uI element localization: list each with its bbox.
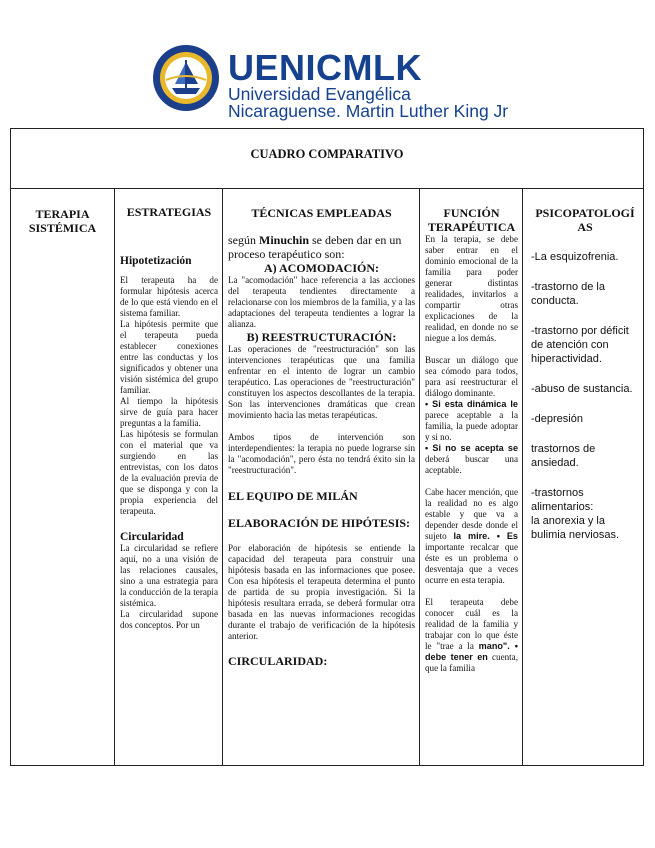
paragraph-text: El terapeuta debe conocer cuál es la realidad de la familia y trabajar con lo que éste le "trae a la — [425, 597, 518, 651]
page-header — [0, 0, 655, 130]
bullet-continuation: deberá buscar una aceptable. — [425, 454, 518, 475]
estrategias-paragraph: La circularidad se refiere aquí, no a una visión de las relaciones causales, sino a una estrategia para la conducción de la terapia sistémica. — [120, 543, 218, 608]
estrategias-paragraph: El terapeuta ha de formular hipótesis acerca de lo que está viendo en el sistema familiar. — [120, 275, 218, 318]
estrategias-paragraph: La circularidad supone dos conceptos. Por un — [120, 609, 218, 630]
header-funcion: FUNCIÓN TERAPÉUTICA — [427, 206, 516, 234]
tecnicas-intro — [228, 233, 415, 261]
document-title: CUADRO COMPARATIVO — [250, 147, 404, 161]
disorder-item: -depresión — [531, 413, 583, 425]
university-seal-logo — [152, 44, 220, 112]
header-psicopatologias: PSICOPATOLOGÍAS — [535, 206, 635, 234]
header-estrategias: ESTRATEGIAS — [126, 205, 212, 219]
funcion-paragraph — [425, 597, 518, 674]
paragraph-text: importante recalcar que éste es un problema o desventaja que a veces ocurre en esta terapia. — [425, 542, 518, 585]
column-terapia — [11, 189, 115, 765]
bullet-text: • Si esta dinámica le — [425, 399, 518, 409]
comparison-table — [10, 189, 644, 766]
paragraph-text: cuenta, que la familia — [425, 652, 518, 673]
heading-elaboracion: ELABORACIÓN DE HIPÓTESIS: — [228, 516, 411, 530]
estrategias-paragraph: Las hipótesis se formulan con el material que va surgiendo en las entrevistas, con los datos de la evaluación previa de que se disponga y con la propia experiencia del terapeuta. — [120, 429, 218, 516]
heading-reestructuracion: B) REESTRUCTURACIÓN: — [246, 330, 397, 344]
estrategias-paragraph: La hipótesis permite que el terapeuta pueda establecer conexiones entre las conductas y los significados y obtener una visión sistémica del grupo familiar. — [120, 319, 218, 395]
author-name: Minuchin — [259, 233, 310, 247]
subheading-circularidad: Circularidad — [120, 531, 184, 543]
heading-circularidad: CIRCULARIDAD: — [228, 654, 328, 668]
funcion-bullet — [425, 399, 518, 443]
intro-text: según — [228, 233, 256, 247]
title-row — [10, 128, 644, 189]
subheading-hipotetizacion: Hipotetización — [120, 255, 192, 267]
intro-text: se deben dar en un proceso terapéutico son: — [228, 233, 402, 261]
tecnicas-paragraph: Por elaboración de hipótesis se entiende la capacidad del terapeuta para construir una hipótesis basada en las informaciones que posee. Con esa hipótesis el terapeuta determina el punto de partida de su propia investigación. Si la hipótesis resultara errada, se deberá formular otra basada en las nuevas informaciones recogidas durante el trabajo de verificación de la hipótesis anterior. — [228, 543, 415, 641]
disorder-item: trastornos de ansiedad. — [531, 443, 596, 469]
bullet-continuation: parece aceptable a la familia, la puede adoptar y si no. — [425, 410, 518, 442]
funcion-paragraph: En la terapia, se debe saber entrar en el dominio emocional de la familia para poder generar distintas realidades, invitarlos a compartir otras explicaciones de la realidad, en donde no se niegue a los demás. — [425, 234, 518, 343]
column-tecnicas — [223, 189, 420, 765]
funcion-paragraph: Buscar un diálogo que sea cómodo para todos, para así reestructurar el diálogo dominante. — [425, 355, 518, 398]
tecnicas-paragraph: Ambos tipos de intervención son interdependientes: la terapia no puede lograrse sin la "acomodación", pero ésta no tendrá éxito sin la "reestructuración". — [228, 432, 415, 475]
funcion-bullet — [425, 443, 518, 476]
university-brand — [228, 47, 509, 121]
disorder-item: -La esquizofrenia. — [531, 251, 619, 263]
brand-line-2: Nicaraguense. Martin Luther King Jr — [228, 101, 509, 121]
heading-acomodacion: A) ACOMODACIÓN: — [264, 261, 379, 275]
disorder-item: -abuso de sustancia. — [531, 383, 633, 395]
disorder-item: -trastorno de la conducta. — [531, 281, 605, 307]
tecnicas-paragraph: Las operaciones de "reestructuración" son las intervenciones terapéuticas que una familia enfrentar en el intento de lograr un cambio terapéutico. Las operaciones de "reestructuración" constituyen los aspectos descollantes de la terapia. Son las intervenciones dramáticas que crean movimiento hacia las metas terapéuticas. — [228, 344, 415, 420]
header-terapia: TERAPIA SISTÉMICA — [28, 207, 97, 235]
paragraph-text: Cabe hacer mención, que la realidad no es algo estable y que va a depender desde donde el sujeto — [425, 487, 518, 541]
header-tecnicas: TÉCNICAS EMPLEADAS — [251, 206, 392, 220]
column-estrategias — [115, 189, 223, 765]
disorder-item: -trastorno por déficit de atención con hiperactividad. — [531, 325, 629, 365]
bullet-text: • Si no se acepta se — [425, 443, 518, 453]
column-funcion — [420, 189, 523, 765]
disorder-item: la anorexia y la bulimia nerviosas. — [531, 515, 620, 541]
estrategias-paragraph: Al tiempo la hipótesis sirve de guía para hacer preguntas a la familia. — [120, 396, 218, 428]
paragraph-emphasis: mano". • debe tener en — [425, 641, 518, 662]
brand-name: UENICMLK — [228, 47, 422, 88]
heading-milan: EL EQUIPO DE MILÁN — [228, 489, 358, 503]
brand-line-1: Universidad Evangélica — [228, 84, 411, 104]
paragraph-emphasis: la mire. • Es — [453, 531, 518, 541]
column-psicopatologias — [523, 189, 644, 765]
disorder-item: -trastornos alimentarios: — [531, 487, 594, 513]
funcion-paragraph — [425, 487, 518, 586]
tecnicas-paragraph: La "acomodación" hace referencia a las acciones del terapeuta tendientes directamente a relacionarse con los miembros de la familia, y a las adaptaciones del terapeuta tendientes a lograr la alianza. — [228, 275, 415, 329]
